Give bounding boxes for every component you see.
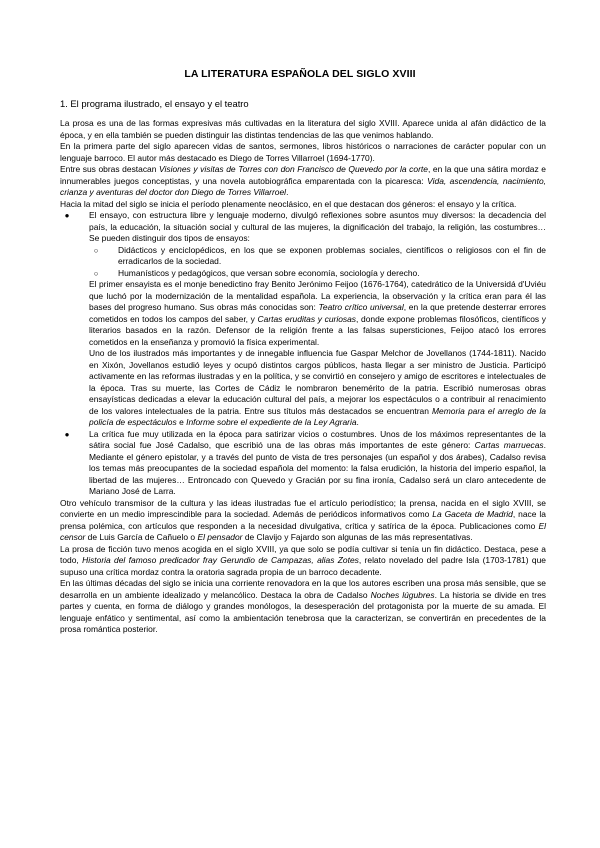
list-item-text: El ensayo, con estructura libre y lenguaje moderno, divulgó reflexiones sobre asuntos muy diversos: la decadencia del país, la educación, la situación social y cultural de las mujeres, la dignificación del trabajo, la religión, las costumbres… Se pueden distinguir dos tipos de ensayos: — [89, 210, 546, 243]
genre-list — [60, 210, 546, 498]
work-title: El censor — [60, 520, 546, 542]
work-title: Informe sobre el expediente de la Ley Agraria — [186, 417, 357, 427]
work-title: Vida, ascendencia, nacimiento, crianza y aventuras del doctor don Diego de Torres Villarroel — [60, 175, 546, 197]
paragraph-primera-parte: En la primera parte del siglo aparecen vidas de santos, sermones, libros históricos o narraciones de carácter popular con un lenguaje barroco. El autor más destacado es Diego de Torres Villarroel (1694-1770). — [60, 141, 546, 163]
paragraph-feijoo: El primer ensayista es el monje benedictino fray Benito Jerónimo Feijoo (1676-1764), catedrático de la Universidá d'Uviéu que luchó por la modernización de la mentalidad española. La experiencia, la observación y la crítica eran para él las bases del progreso humano. Sus obras más conocidas son: Teatro crítico universal, en la que pretende desterrar errores cometidos en todos los campos del saber, y Cartas eruditas y curiosas, donde expone problemas filosóficos, científicos y literarios basados en la razón. Defensor de la religión frente a las falsas supersticiones, Feijoo atacó los errores cometidos en la enseñanza y promovió la física experimental. — [89, 279, 546, 347]
paragraph-ficcion: La prosa de ficción tuvo menos acogida en el siglo XVIII, ya que solo se podía cultivar si tenía un fin didáctico. Destaca, pese a todo, Historia del famoso predicador fray Gerundio de Campazas, alias Zotes, relato novelado del padre Isla (1703-1781) que supuso una crítica mordaz contra la oratoria sagrada propia de un barroco decadente. — [60, 543, 546, 577]
list-item-ensayo — [60, 210, 546, 245]
work-title: Cartas marruecas — [474, 440, 544, 450]
sub-list-item: ○ Didácticos y enciclopédicos, en los que se exponen problemas sociales, científicos o religiosos con el fin de erradicarlos de la sociedad. — [89, 245, 546, 268]
sub-list-item: ○ Humanísticos y pedagógicos, que versan sobre economía, sociología y derecho. — [89, 268, 546, 280]
work-title: El pensador — [197, 532, 243, 542]
list-item-critica: ● La crítica fue muy utilizada en la época para satirizar vicios o costumbres. Unos de los máximos representantes de la sátira social fue José Cadalso, que escribió una de las obras más importantes de este género: Cartas marruecas. Mediante el género epistolar, y a través del punto de vista de tres personajes (un español y dos árabes), Cadalso revisa los temas más preocupantes de la sociedad española del momento: la falsa erudición, la historia del imperio español, la libertad de las mujeres… Entroncado con Quevedo y Gracián por su fina ironía, Cadalso será un claro antecedente de Mariano José de Larra. — [60, 429, 546, 498]
paragraph-prosa-intro: La prosa es una de las formas expresivas más cultivadas en la literatura del siglo XVIII. Aparece unida al afán didáctico de la época, y en ella también se pueden distinguir las distintas tendencias de las que venimos hablando. — [60, 118, 546, 140]
bullet-icon: ● — [64, 429, 70, 439]
paragraph-jovellanos: Uno de los ilustrados más importantes y de innegable influencia fue Gaspar Melchor de Jovellanos (1744-1811). Nacido en Xixón, Jovellanos estudió leyes y ocupó distintos cargos públicos, hasta llegar a ser ministro de Justicia. Participó activamente en las reformas ilustradas y en la política, y se convirtió en consejero y amigo de escritores e intelectuales de la época. Tras su muerte, las Cortes de Cádiz le nombraron benemérito de la patria. Escribió numerosas obras ensayísticas dedicadas a elevar la educación cultural del país, a mejorar los espectáculos o a contribuir al renacimiento de los valores intelectuales de la patria. Entre sus títulos más destacados se encuentran Memoria para el arreglo de la policía de espectáculos e Informe sobre el expediente de la Ley Agraria. — [89, 348, 546, 427]
paragraph-neoclasico: Hacia la mitad del siglo se inicia el período plenamente neoclásico, en el que destacan dos géneros: el ensayo y la crítica. — [60, 198, 517, 209]
paragraph-prensa: Otro vehículo transmisor de la cultura y las ideas ilustradas fue el artículo periodístico; la prensa, nacida en el siglo XVIII, se convierte en un medio imprescindible para la sociedad. Además de periódicos informativos como La Gaceta de Madrid, nace la prensa polémica, con artículos que responden a la necesidad divulgativa, crítica y satírica de la época. Publicaciones como El censor de Luis García de Cañuelo o El pensador de Clavijo y Fajardo son algunas de las más representativas. — [60, 497, 546, 542]
work-title: Memoria para el arreglo de la policía de espectáculos — [89, 405, 546, 427]
paragraph-torres-obras: Entre sus obras destacan Visiones y visitas de Torres con don Francisco de Quevedo por la corte, en la que una sátira mordaz e innumerables juegos conceptistas, y una novela autobiográfica emparentada con la picaresca: Vida, ascendencia, nacimiento, crianza y aventuras del doctor don Diego de Torres Villarroel. — [60, 164, 546, 197]
work-title: Teatro crítico universal — [318, 302, 404, 312]
circle-bullet-icon: ○ — [93, 245, 99, 255]
circle-bullet-icon: ○ — [93, 268, 99, 278]
bullet-icon: ● — [64, 211, 70, 220]
document-title: LA LITERATURA ESPAÑOLA DEL SIGLO XVIII — [184, 68, 416, 80]
section-heading: 1. El programa ilustrado, el ensayo y el teatro — [60, 98, 249, 109]
work-title: Visiones y visitas de Torres con don Francisco de Quevedo por la corte — [159, 164, 428, 174]
work-title: Historia del famoso predicador fray Gerundio de Campazas, alias Zotes — [82, 555, 359, 565]
work-title: La Gaceta de Madrid — [432, 509, 513, 519]
paragraph-prerromantica: En las últimas décadas del siglo se inicia una corriente renovadora en la que los autores escriben una prosa más sensible, que se desarrolla en un ambiente idealizado y melancólico. Destaca la obra de Cadalso Noches lúgubres. La historia se divide en tres partes y cuenta, en forma de diálogo y grandes monólogos, la desesperación del protagonista por la muerte de su amada. El lenguaje enfático y sentimental, así como la ambientación tenebrosa que la caracterizan, se convertirán en precedentes de la prosa romántica posterior. — [60, 578, 547, 634]
work-title: Cartas eruditas y curiosas — [257, 313, 357, 324]
document-body — [60, 118, 546, 636]
work-title: Noches lúgubres — [370, 589, 435, 600]
